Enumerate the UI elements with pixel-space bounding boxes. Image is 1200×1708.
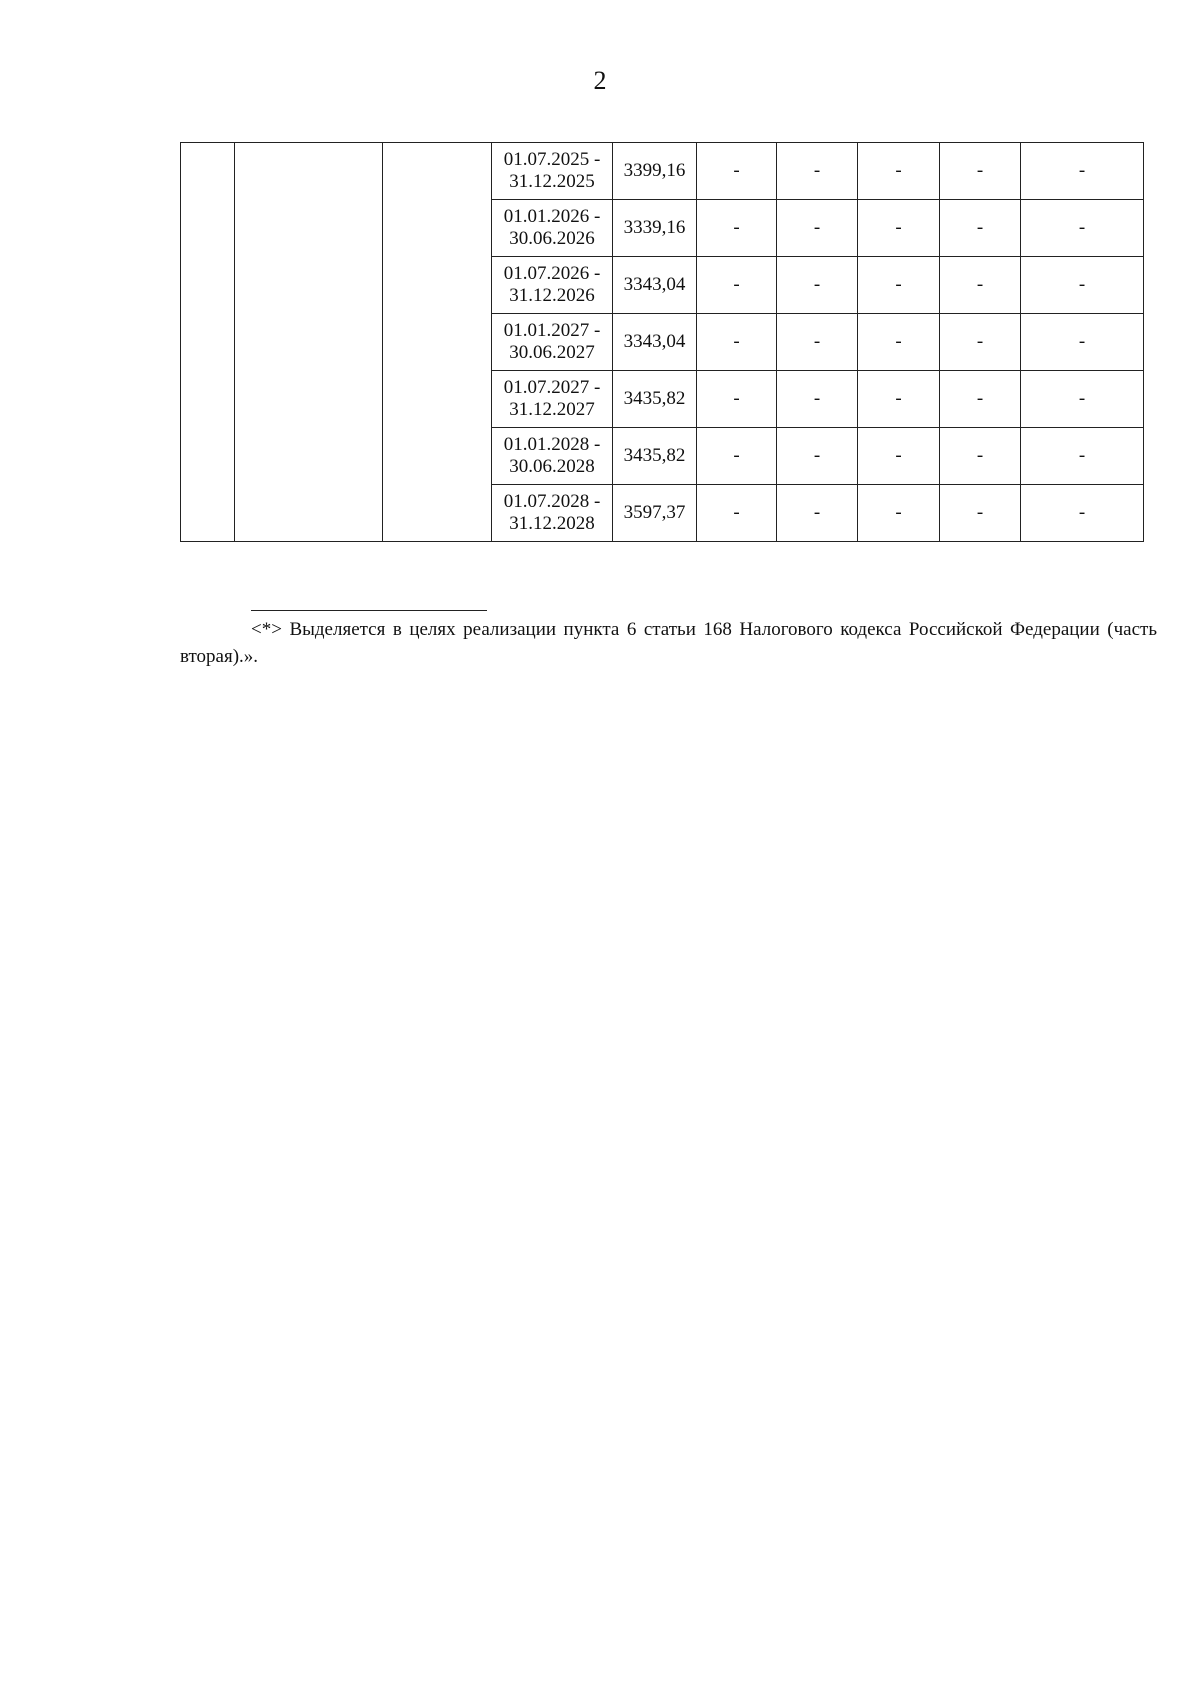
tariff-value-cell: 3339,16 xyxy=(613,200,697,257)
empty-cell-name xyxy=(235,143,383,542)
period-end: 30.06.2028 xyxy=(509,456,595,477)
dash-cell: - xyxy=(697,485,777,542)
period-start: 01.01.2026 - xyxy=(503,206,601,227)
empty-cell-number xyxy=(181,143,235,542)
dash-cell: - xyxy=(940,371,1021,428)
period-start: 01.07.2026 - xyxy=(503,263,601,284)
dash-cell: - xyxy=(777,314,858,371)
tariff-value-cell: 3343,04 xyxy=(613,314,697,371)
dash-cell: - xyxy=(858,428,940,485)
period-start: 01.07.2025 - xyxy=(503,149,601,170)
dash-cell: - xyxy=(940,257,1021,314)
dash-cell: - xyxy=(1021,143,1144,200)
period-start: 01.01.2027 - xyxy=(503,320,601,341)
tariff-value-cell: 3399,16 xyxy=(613,143,697,200)
period-end: 30.06.2026 xyxy=(509,228,595,249)
footnote-text: <*> Выделяется в целях реализации пункта 6 статьи 168 Налогового кодекса Российской Федерации (часть вторая).». xyxy=(180,619,1157,667)
table-body xyxy=(181,143,1144,542)
page-number: 2 xyxy=(593,66,607,95)
tariff-value-cell: 3435,82 xyxy=(613,371,697,428)
dash-cell: - xyxy=(777,428,858,485)
empty-cell-group xyxy=(383,143,492,542)
dash-cell: - xyxy=(777,200,858,257)
dash-cell: - xyxy=(858,371,940,428)
table-row xyxy=(181,143,1144,200)
dash-cell: - xyxy=(940,200,1021,257)
tariff-value-cell: 3343,04 xyxy=(613,257,697,314)
dash-cell: - xyxy=(858,200,940,257)
period-end: 31.12.2028 xyxy=(509,513,595,534)
dash-cell: - xyxy=(940,143,1021,200)
dash-cell: - xyxy=(697,200,777,257)
dash-cell: - xyxy=(697,371,777,428)
period-cell xyxy=(492,485,613,542)
dash-cell: - xyxy=(777,485,858,542)
dash-cell: - xyxy=(940,428,1021,485)
period-cell xyxy=(492,314,613,371)
period-cell xyxy=(492,257,613,314)
period-start: 01.07.2028 - xyxy=(503,491,601,512)
dash-cell: - xyxy=(940,485,1021,542)
dash-cell: - xyxy=(1021,314,1144,371)
dash-cell: - xyxy=(697,428,777,485)
period-cell xyxy=(492,143,613,200)
tariff-table xyxy=(180,142,1144,542)
period-end: 31.12.2026 xyxy=(509,285,595,306)
dash-cell: - xyxy=(1021,485,1144,542)
period-end: 31.12.2025 xyxy=(509,171,595,192)
tariff-value-cell: 3597,37 xyxy=(613,485,697,542)
dash-cell: - xyxy=(858,143,940,200)
dash-cell: - xyxy=(697,143,777,200)
period-end: 31.12.2027 xyxy=(509,399,595,420)
dash-cell: - xyxy=(858,485,940,542)
dash-cell: - xyxy=(697,314,777,371)
dash-cell: - xyxy=(777,257,858,314)
period-end: 30.06.2027 xyxy=(509,342,595,363)
dash-cell: - xyxy=(777,143,858,200)
dash-cell: - xyxy=(777,371,858,428)
footnote-separator xyxy=(251,610,487,611)
dash-cell: - xyxy=(1021,371,1144,428)
period-start: 01.01.2028 - xyxy=(503,434,601,455)
period-start: 01.07.2027 - xyxy=(503,377,601,398)
dash-cell: - xyxy=(858,257,940,314)
dash-cell: - xyxy=(697,257,777,314)
tariff-value-cell: 3435,82 xyxy=(613,428,697,485)
period-cell xyxy=(492,371,613,428)
period-cell xyxy=(492,200,613,257)
dash-cell: - xyxy=(1021,428,1144,485)
period-cell xyxy=(492,428,613,485)
dash-cell: - xyxy=(1021,257,1144,314)
dash-cell: - xyxy=(858,314,940,371)
dash-cell: - xyxy=(1021,200,1144,257)
dash-cell: - xyxy=(940,314,1021,371)
